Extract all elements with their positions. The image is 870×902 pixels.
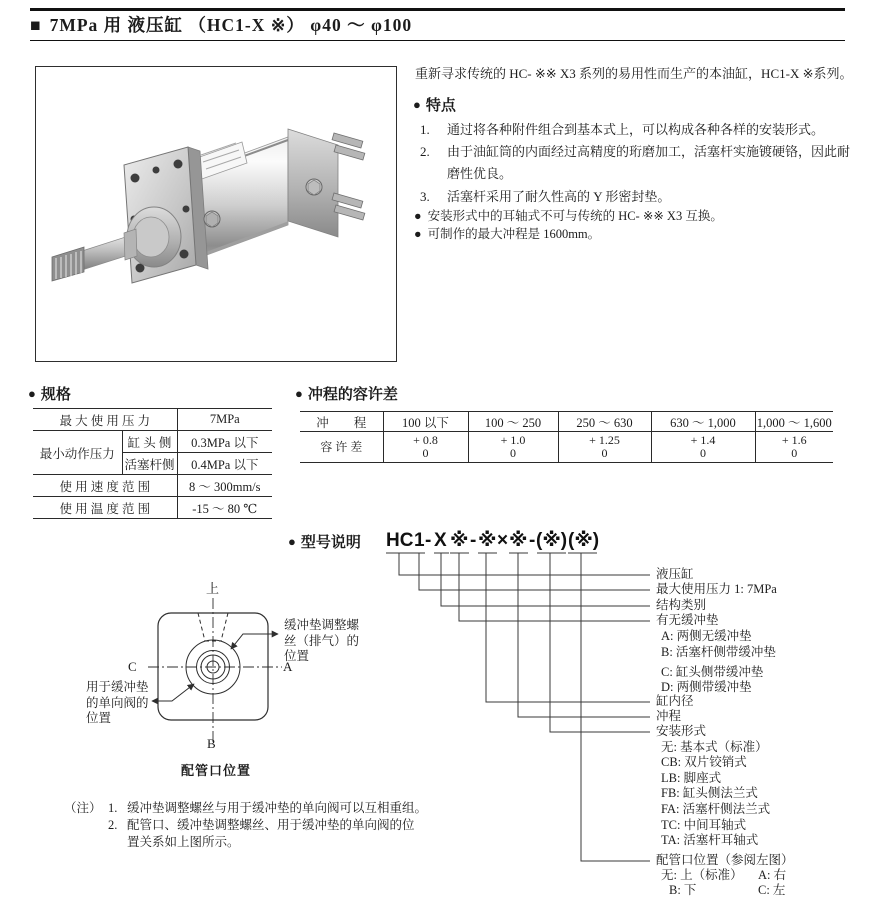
features-heading	[413, 94, 456, 115]
feature-note-text: 安装形式中的耳轴式不可与传统的 HC- ※※ X3 互换。	[427, 209, 723, 223]
feature-note	[414, 208, 723, 225]
tolerance-lower: 0	[700, 446, 706, 460]
spec-value: 0.4MPa 以下	[177, 453, 272, 475]
model-code-token: 1	[414, 530, 425, 551]
model-code-token: ※	[509, 530, 528, 551]
model-code-token: ×	[497, 530, 509, 551]
rod-gland-ring	[133, 217, 169, 257]
tolerance-lower: 0	[422, 446, 429, 460]
model-heading-text: 型号说明	[300, 535, 361, 551]
model-option: FA: 活塞杆侧法兰式	[661, 802, 771, 816]
rod-circle	[201, 655, 225, 679]
spec-label: 最小动作压力	[33, 431, 122, 475]
note-number: 2.	[108, 818, 118, 832]
header-rule-top	[30, 8, 845, 11]
header-rule-bottom	[30, 40, 845, 41]
spec-label: 使 用 速 度 范 围	[33, 475, 177, 497]
model-option: C: 缸头侧带缓冲垫	[661, 665, 764, 679]
cushion-screw-annotation: 缓冲垫调整螺丝（排气）的位置	[284, 618, 360, 663]
model-code-token: HC	[386, 530, 414, 551]
bullet-icon: ●	[414, 209, 422, 223]
model-code-token: (※)	[568, 530, 600, 551]
tolerance-column-header: 630 ～ 1,000	[651, 412, 755, 432]
rod-thread	[52, 247, 84, 281]
tolerance-heading-text: 冲程的容许差	[307, 387, 398, 403]
feature-note	[414, 226, 600, 243]
model-option: 无: 基本式（标准）	[661, 740, 768, 754]
specs-heading	[28, 383, 71, 404]
spec-table	[33, 408, 272, 519]
intro-paragraph: 重新寻求传统的 HC- ※※ X3 系列的易用性而生产的本油缸，HC1-X ※系列。	[415, 66, 853, 81]
feature-text: 通过将各种附件组合到基本式上，可以构成各种各样的安装形式。	[447, 122, 825, 137]
spec-label: 使 用 温 度 范 围	[33, 497, 177, 519]
tolerance-lower: 0	[510, 446, 516, 460]
boss-circle	[186, 640, 240, 694]
tolerance-value	[468, 432, 558, 463]
model-code-token: ※	[478, 530, 497, 551]
model-label: 液压缸	[656, 567, 694, 581]
product-photo-frame	[35, 66, 397, 362]
port-direction-right: A	[283, 659, 293, 674]
model-option: LB: 脚座式	[661, 771, 722, 785]
model-option: 无: 上（标准）	[661, 868, 743, 882]
tolerance-column-header: 1,000 ～ 1,600	[755, 412, 833, 432]
model-option: A: 两侧无缓冲垫	[661, 629, 752, 643]
note-number: 1.	[108, 801, 118, 815]
rod-center-circle	[207, 661, 219, 673]
model-option: B: 下	[669, 883, 697, 897]
model-label: 安装形式	[656, 724, 707, 738]
model-code-token: -	[425, 530, 432, 551]
tolerance-row-label: 容 许 差	[300, 432, 383, 463]
bullet-icon: ●	[28, 386, 36, 401]
tolerance-header-row	[300, 412, 833, 432]
note-text: 缓冲垫调整螺丝与用于缓冲垫的单向阀可以互相重组。	[127, 801, 428, 815]
tolerance-upper: + 0.8	[413, 433, 438, 447]
tolerance-column-header: 100 以下	[383, 412, 468, 432]
diagram-caption: 配管口位置	[181, 763, 252, 778]
bullet-icon: ●	[413, 97, 421, 112]
spec-value: 0.3MPa 以下	[177, 431, 272, 453]
tolerance-column-header: 100 ～ 250	[468, 412, 558, 432]
spec-label: 最 大 使 用 压 力	[33, 409, 177, 431]
pipe-port-dashed	[198, 613, 228, 641]
spec-row	[33, 431, 272, 453]
tolerance-heading	[295, 383, 398, 404]
model-code-token: X	[434, 530, 447, 551]
bullet-icon: ●	[288, 534, 296, 549]
tolerance-column-header: 250 ～ 630	[558, 412, 651, 432]
model-option: C: 左	[758, 883, 786, 897]
model-code-token: -	[529, 530, 536, 551]
model-label: 最大使用压力 1: 7MPa	[656, 582, 777, 596]
check-valve-annotation: 用于缓冲垫的单向阀的位置	[86, 680, 149, 725]
bullet-icon: ●	[295, 386, 303, 401]
note-text: 配管口、缓冲垫调整螺丝、用于缓冲垫的单向阀的位置关系如上图所示。	[127, 818, 415, 849]
feature-number: 3.	[420, 189, 430, 204]
model-option: D: 两侧带缓冲垫	[661, 680, 752, 694]
tolerance-value	[383, 432, 468, 463]
feature-text: 由于油缸筒的内面经过高精度的珩磨加工，活塞杆实施镀硬铬，因此耐磨性优良。	[447, 144, 851, 181]
model-label: 缸内径	[656, 694, 694, 708]
tolerance-value	[558, 432, 651, 463]
spec-value: 7MPa	[177, 409, 272, 431]
feature-item	[420, 186, 860, 208]
spec-row	[33, 409, 272, 431]
tolerance-upper: + 1.4	[690, 433, 716, 447]
spec-value: -15 ～ 80 ℃	[177, 497, 272, 519]
check-valve-leader-arrow	[152, 684, 194, 701]
model-option: FB: 缸头侧法兰式	[661, 786, 758, 800]
page-title-text: 7MPa 用 液压缸 （HC1-X ※） φ40 ～ φ100	[49, 15, 413, 35]
model-option: TC: 中间耳轴式	[661, 818, 747, 832]
port-direction-top: 上	[206, 581, 220, 596]
bullet-icon: ●	[414, 227, 422, 241]
spec-value: 8 ～ 300mm/s	[177, 475, 272, 497]
tolerance-lower: 0	[791, 446, 798, 460]
square-marker-icon: ■	[30, 15, 42, 35]
spec-sublabel: 缸 头 侧	[122, 431, 177, 453]
tolerance-lower: 0	[601, 446, 608, 460]
feature-number: 1.	[420, 122, 430, 137]
model-code-token: ※	[450, 530, 469, 551]
features-heading-text: 特点	[425, 98, 456, 114]
gland-circle	[197, 651, 230, 684]
spec-row	[33, 475, 272, 497]
spec-row	[33, 497, 272, 519]
page-title	[30, 12, 845, 37]
rod-collar	[124, 229, 137, 260]
model-option: B: 活塞杆侧带缓冲垫	[661, 645, 776, 659]
tolerance-row-label: 冲 程	[300, 412, 383, 432]
notes-prefix: （注）	[64, 801, 102, 815]
tolerance-upper: + 1.25	[589, 433, 620, 447]
spec-sublabel: 活塞杆侧	[122, 453, 177, 475]
tolerance-upper: + 1.6	[781, 433, 807, 447]
feature-item	[420, 119, 860, 141]
tolerance-value-row	[300, 432, 833, 463]
model-label: 有无缓冲垫	[656, 613, 719, 627]
tolerance-upper: + 1.0	[500, 433, 526, 447]
model-label: 结构类别	[656, 598, 707, 612]
feature-item	[420, 141, 860, 185]
model-option: A: 右	[758, 868, 787, 882]
feature-text: 活塞杆采用了耐久性高的 Y 形密封垫。	[447, 189, 671, 204]
feature-note-text: 可制作的最大冲程是 1600mm。	[427, 227, 601, 241]
specs-heading-text: 规格	[40, 387, 71, 403]
tolerance-value	[651, 432, 755, 463]
product-photo	[36, 67, 394, 359]
model-option: TA: 活塞杆耳轴式	[661, 833, 759, 847]
port-direction-left: C	[128, 659, 137, 674]
model-code-token: -	[470, 530, 477, 551]
cylinder-end-outline	[158, 613, 268, 720]
port-direction-bottom: B	[207, 736, 216, 751]
tolerance-value	[755, 432, 833, 463]
feature-number: 2.	[420, 144, 430, 159]
model-label: 冲程	[656, 709, 682, 723]
model-label: 配管口位置（参阅左图）	[656, 853, 794, 867]
cushion-screw-leader-arrow	[231, 634, 278, 649]
tolerance-table	[300, 411, 833, 463]
model-code-token: (※)	[536, 530, 568, 551]
model-heading	[288, 531, 361, 552]
model-option: CB: 双片铰销式	[661, 755, 747, 769]
